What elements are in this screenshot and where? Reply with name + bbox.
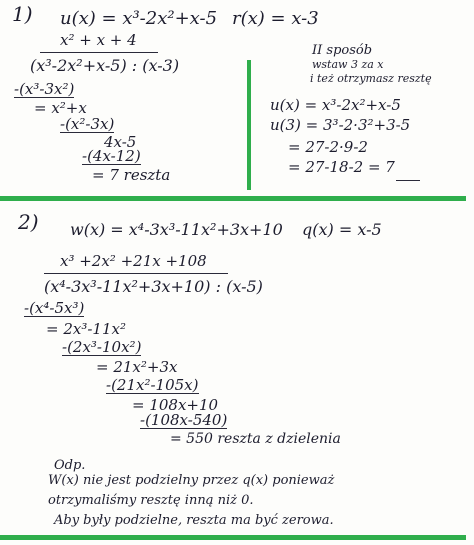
task2-step-6: = 108x+10 xyxy=(132,396,219,414)
horizontal-divider-top xyxy=(0,196,466,201)
task2-q-definition: q(x) = x-5 xyxy=(302,220,382,239)
task1-step-2: = x²+x xyxy=(34,99,87,117)
task2-division: (x⁴-3x³-11x²+3x+10) : (x-5) xyxy=(44,277,263,296)
horizontal-divider-bottom xyxy=(0,535,466,540)
method2-instruction-2: i też otrzymasz resztę xyxy=(310,72,432,85)
method2-instruction-1: wstaw 3 za x xyxy=(312,58,384,71)
method2-result-underline xyxy=(396,180,420,181)
task2-step-2: = 2x³-11x² xyxy=(46,320,126,338)
answer-line-3: Aby były podzielne, reszta ma być zerowa. xyxy=(54,513,334,528)
task1-step-6: = 7 reszta xyxy=(92,166,171,184)
method2-line-1: u(x) = x³-2x²+x-5 xyxy=(270,96,401,114)
task2-quotient: x³ +2x² +21x +108 xyxy=(60,252,207,270)
task2-step-1: -(x⁴-5x³) xyxy=(24,299,85,317)
task2-step-8: = 550 reszta z dzielenia xyxy=(170,431,341,447)
task1-quotient-rule xyxy=(40,52,158,53)
answer-label: Odp. xyxy=(54,458,86,473)
task1-step-5: -(4x-12) xyxy=(82,147,141,165)
task2-step-3: -(2x³-10x²) xyxy=(62,338,142,356)
task2-quotient-rule xyxy=(44,273,228,274)
task1-u-definition: u(x) = x³-2x²+x-5 xyxy=(60,8,218,29)
method2-line-2: u(3) = 3³-2·3²+3-5 xyxy=(270,116,411,134)
task1-step-3: -(x²-3x) xyxy=(60,115,115,133)
vertical-divider xyxy=(247,60,251,190)
task1-step-1: -(x³-3x²) xyxy=(14,80,75,98)
answer-line-1: W(x) nie jest podzielny przez q(x) ponieważ xyxy=(48,473,335,488)
task2-step-4: = 21x²+3x xyxy=(96,358,178,376)
method2-line-4: = 27-18-2 = 7 xyxy=(288,158,395,176)
answer-line-2: otrzymaliśmy resztę inną niż 0. xyxy=(48,493,254,508)
method2-line-3: = 27-2·9-2 xyxy=(288,138,368,156)
method2-heading: II sposób xyxy=(312,43,373,58)
task2-w-definition: w(x) = x⁴-3x³-11x²+3x+10 xyxy=(70,220,283,239)
task1-quotient: x² + x + 4 xyxy=(60,31,137,49)
task1-division: (x³-2x²+x-5) : (x-3) xyxy=(30,56,180,75)
task1-step-4: 4x-5 xyxy=(104,133,137,151)
task2-number: 2) xyxy=(18,210,39,234)
task2-step-5: -(21x²-105x) xyxy=(106,376,199,394)
task1-number: 1) xyxy=(12,2,33,26)
task1-r-definition: r(x) = x-3 xyxy=(232,8,319,29)
task2-step-7: -(108x-540) xyxy=(140,411,228,429)
